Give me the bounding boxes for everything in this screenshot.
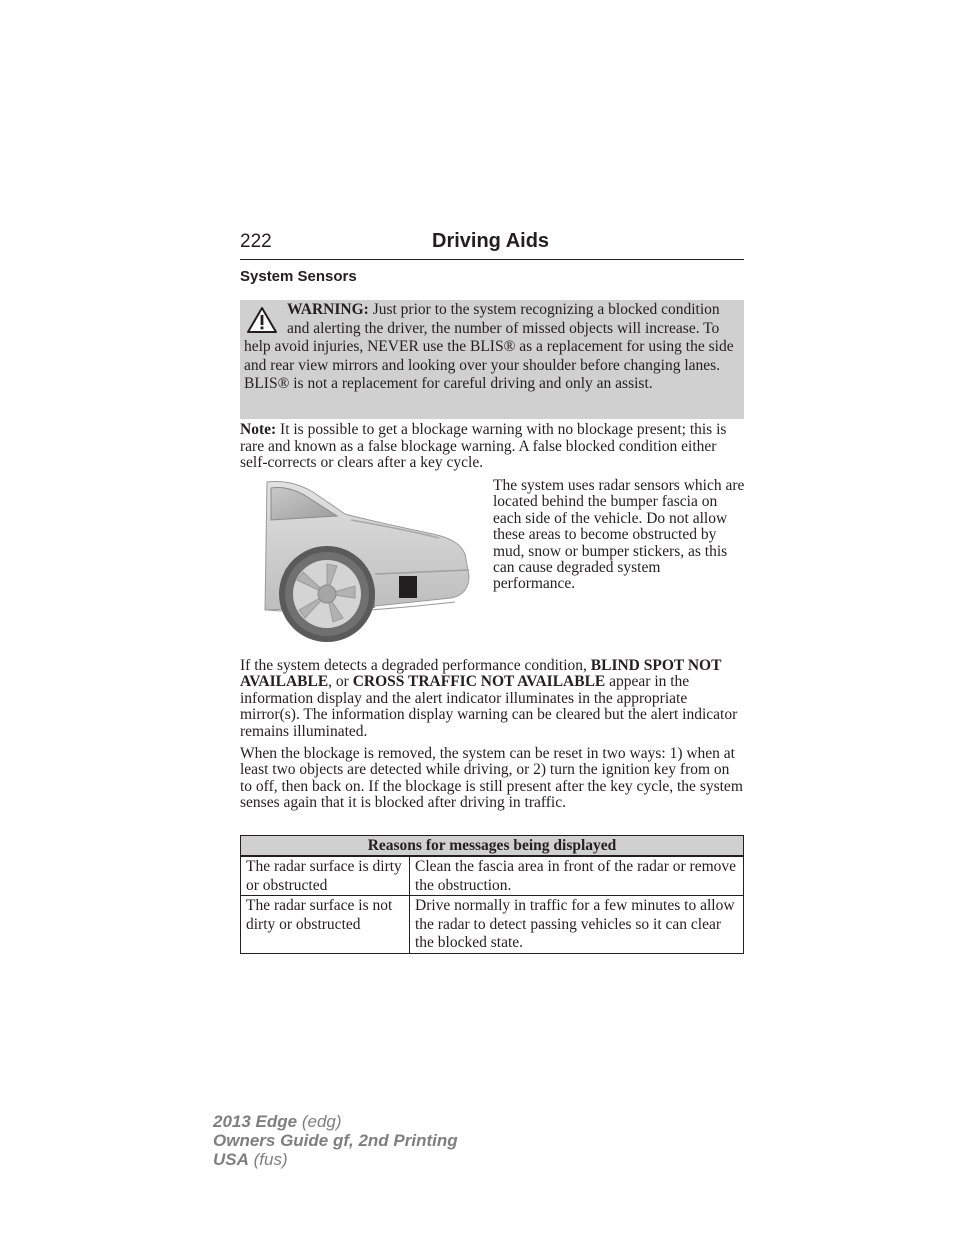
footer-line-model	[213, 1112, 458, 1131]
page-title: Driving Aids	[432, 230, 550, 252]
page-number: 222	[240, 231, 272, 252]
footer-line-guide	[213, 1131, 458, 1150]
table-cell-action: Clean the fascia area in front of the radar or remove the obstruction.	[410, 856, 744, 896]
blind-spot-not-available-message: BLIND SPOT NOT AVAILABLE	[240, 657, 722, 691]
degraded-text-1: If the system detects a degraded performance condition,	[240, 657, 591, 674]
degraded-text-3: appear in the information display and the alert indicator illuminates in the appropriate mirror(s). The information display warning can be cleared but the alert indicator remains illuminated.	[240, 673, 738, 740]
section-heading: System Sensors	[240, 268, 357, 285]
table-row	[241, 896, 744, 954]
radar-sensor-location-marker	[399, 576, 417, 598]
table-header: Reasons for messages being displayed	[241, 836, 744, 857]
reasons-table	[240, 835, 744, 954]
table-row	[241, 856, 744, 896]
warning-lead: WARNING:	[287, 301, 369, 318]
cross-traffic-not-available-message: CROSS TRAFFIC NOT AVAILABLE	[352, 673, 606, 691]
footer-guide: Owners Guide gf, 2nd Printing	[213, 1131, 458, 1150]
footer-market: USA	[213, 1150, 249, 1169]
footer-market-code: (fus)	[248, 1150, 288, 1169]
degraded-text-2: , or	[328, 673, 353, 691]
footer-line-market	[213, 1150, 458, 1169]
note-lead: Note:	[240, 421, 277, 438]
warning-text	[244, 301, 736, 394]
note-paragraph	[240, 422, 745, 472]
table-cell-reason: The radar surface is dirty or obstructed	[241, 856, 410, 896]
car-rear-sensor-illustration	[255, 478, 475, 646]
note-body: It is possible to get a blockage warning with no blockage present; this is rare and known as a false blockage warning. A false blocked condition either self-corrects or clears after a key cycle.	[240, 421, 727, 471]
table-cell-reason: The radar surface is not dirty or obstructed	[241, 896, 410, 954]
reset-paragraph: When the blockage is removed, the system can be reset in two ways: 1) when at least two objects are detected while driving, or 2) turn the ignition key from on to off, then back on. If the blockage is still present after the key cycle, the system senses again that it is blocked after driving in traffic.	[240, 745, 743, 812]
page-header	[240, 228, 744, 260]
warning-body: Just prior to the system recognizing a blocked condition and alerting the driver, the number of missed objects will increase. To help avoid injuries, NEVER use the BLIS® as a replacement for using the side and rear view mirrors and looking over your shoulder before changing lanes. BLIS® is not a replacement for careful driving and only an assist.	[244, 301, 734, 392]
table-cell-action: Drive normally in traffic for a few minutes to allow the radar to detect passing vehicles so it can clear the blocked state.	[410, 896, 744, 954]
footer-model-code: (edg)	[297, 1112, 342, 1131]
degraded-performance-paragraph	[240, 658, 745, 740]
footer-model: 2013 Edge	[213, 1112, 298, 1131]
warning-box	[240, 300, 744, 419]
document-footer	[213, 1112, 458, 1169]
sensor-location-paragraph: The system uses radar sensors which are located behind the bumper fascia on each side of the vehicle. Do not allow these areas to become obstructed by mud, snow or bumper stickers, as this can cause degraded system performance.	[493, 477, 745, 593]
